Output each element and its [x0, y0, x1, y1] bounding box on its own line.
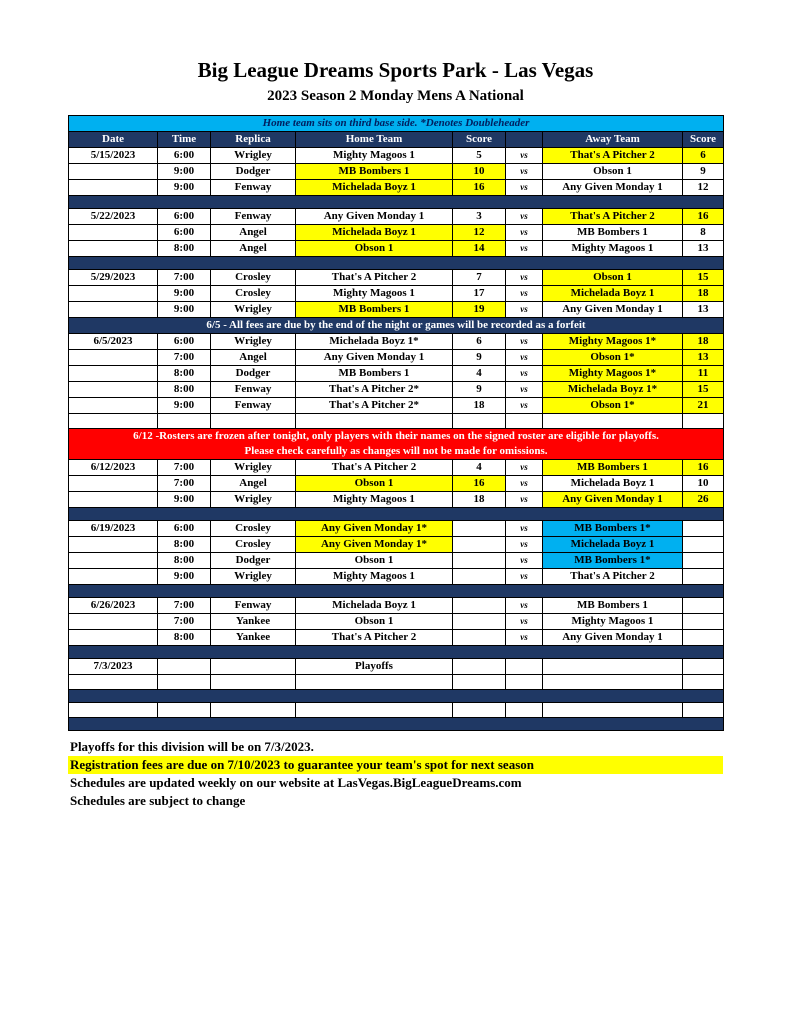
home-score-cell — [453, 537, 506, 553]
date-cell — [69, 164, 158, 180]
separator-row — [69, 257, 724, 270]
game-row — [69, 164, 724, 180]
date-cell — [69, 614, 158, 630]
vs-cell: vs — [506, 350, 543, 366]
date-cell — [69, 703, 158, 718]
game-row — [69, 630, 724, 646]
date-cell — [69, 286, 158, 302]
home-team-cell: MB Bombers 1 — [296, 366, 453, 382]
banner-row — [69, 318, 724, 334]
vs-cell: vs — [506, 148, 543, 164]
home-team-cell: Michelada Boyz 1* — [296, 334, 453, 350]
time-cell: 6:00 — [158, 521, 211, 537]
away-team-cell: That's A Pitcher 2 — [543, 148, 683, 164]
away-team-cell: Any Given Monday 1 — [543, 302, 683, 318]
home-team-cell: Mighty Magoos 1 — [296, 286, 453, 302]
away-team-cell: Michelada Boyz 1 — [543, 537, 683, 553]
home-team-cell: Mighty Magoos 1 — [296, 148, 453, 164]
game-row — [69, 521, 724, 537]
game-row — [69, 553, 724, 569]
vs-cell: vs — [506, 398, 543, 414]
home-team-cell: Michelada Boyz 1 — [296, 180, 453, 196]
home-score-cell — [453, 569, 506, 585]
date-cell — [69, 180, 158, 196]
replica-cell: Fenway — [211, 598, 296, 614]
home-team-cell: Mighty Magoos 1 — [296, 569, 453, 585]
footer-line: Schedules are updated weekly on our website at LasVegas.BigLeagueDreams.com — [70, 775, 522, 790]
away-team-cell: Mighty Magoos 1 — [543, 241, 683, 257]
time-cell: 6:00 — [158, 334, 211, 350]
away-team-cell: MB Bombers 1* — [543, 521, 683, 537]
column-header: Time — [158, 132, 211, 148]
time-cell: 7:00 — [158, 460, 211, 476]
time-cell: 8:00 — [158, 382, 211, 398]
home-score-cell: 16 — [453, 476, 506, 492]
banner-text: 6/5 - All fees are due by the end of the night or games will be recorded as a forfeit — [69, 318, 724, 334]
home-score-cell: 12 — [453, 225, 506, 241]
away-team-cell: MB Bombers 1* — [543, 553, 683, 569]
home-score-cell: 18 — [453, 492, 506, 508]
separator-bar — [69, 718, 724, 731]
home-score-cell: 17 — [453, 286, 506, 302]
separator-bar — [69, 646, 724, 659]
time-cell: 7:00 — [158, 350, 211, 366]
away-score-cell: 9 — [683, 164, 724, 180]
away-team-cell — [543, 703, 683, 718]
footer-line: Playoffs for this division will be on 7/3/2023. — [70, 739, 314, 754]
home-score-cell — [453, 614, 506, 630]
home-team-cell: Michelada Boyz 1 — [296, 225, 453, 241]
away-score-cell: 11 — [683, 366, 724, 382]
time-cell: 6:00 — [158, 225, 211, 241]
date-cell — [69, 302, 158, 318]
separator-bar — [69, 585, 724, 598]
home-team-cell: Any Given Monday 1 — [296, 350, 453, 366]
vs-cell: vs — [506, 286, 543, 302]
home-score-cell — [453, 521, 506, 537]
replica-cell: Wrigley — [211, 492, 296, 508]
home-team-cell: Obson 1 — [296, 614, 453, 630]
home-score-cell: 19 — [453, 302, 506, 318]
vs-cell — [506, 414, 543, 429]
game-row — [69, 569, 724, 585]
time-cell: 6:00 — [158, 209, 211, 225]
game-row — [69, 225, 724, 241]
home-team-cell: Playoffs — [296, 659, 453, 675]
vs-cell — [506, 659, 543, 675]
date-cell — [69, 414, 158, 429]
away-team-cell: MB Bombers 1 — [543, 460, 683, 476]
home-team-cell: Obson 1 — [296, 553, 453, 569]
home-team-cell — [296, 703, 453, 718]
page-subtitle: 2023 Season 2 Monday Mens A National — [267, 88, 524, 104]
date-cell — [69, 382, 158, 398]
replica-cell — [211, 659, 296, 675]
time-cell: 8:00 — [158, 537, 211, 553]
replica-cell — [211, 414, 296, 429]
home-team-cell: Mighty Magoos 1 — [296, 492, 453, 508]
vs-cell: vs — [506, 537, 543, 553]
vs-cell — [506, 703, 543, 718]
away-team-cell: That's A Pitcher 2 — [543, 569, 683, 585]
separator-row — [69, 585, 724, 598]
replica-cell: Yankee — [211, 630, 296, 646]
date-cell — [69, 241, 158, 257]
vs-cell — [506, 675, 543, 690]
separator-row — [69, 508, 724, 521]
home-score-cell: 7 — [453, 270, 506, 286]
column-header: Date — [69, 132, 158, 148]
vs-cell: vs — [506, 630, 543, 646]
vs-cell: vs — [506, 334, 543, 350]
away-score-cell: 10 — [683, 476, 724, 492]
vs-cell: vs — [506, 241, 543, 257]
schedule-table — [68, 115, 724, 731]
away-score-cell — [683, 630, 724, 646]
replica-cell: Crosley — [211, 286, 296, 302]
time-cell: 8:00 — [158, 553, 211, 569]
away-score-cell — [683, 703, 724, 718]
away-score-cell — [683, 598, 724, 614]
separator-bar — [69, 508, 724, 521]
away-team-cell: Obson 1 — [543, 270, 683, 286]
away-score-cell: 8 — [683, 225, 724, 241]
column-header: Replica — [211, 132, 296, 148]
vs-cell: vs — [506, 366, 543, 382]
away-team-cell — [543, 414, 683, 429]
home-score-cell — [453, 553, 506, 569]
replica-cell: Fenway — [211, 180, 296, 196]
column-header: Home Team — [296, 132, 453, 148]
game-row — [69, 598, 724, 614]
away-score-cell — [683, 659, 724, 675]
away-score-cell — [683, 569, 724, 585]
vs-cell: vs — [506, 460, 543, 476]
column-header: Score — [453, 132, 506, 148]
time-cell: 9:00 — [158, 286, 211, 302]
time-cell: 9:00 — [158, 492, 211, 508]
home-score-cell: 9 — [453, 382, 506, 398]
away-score-cell: 18 — [683, 286, 724, 302]
replica-cell: Fenway — [211, 398, 296, 414]
vs-cell: vs — [506, 614, 543, 630]
replica-cell — [211, 703, 296, 718]
away-score-cell: 13 — [683, 302, 724, 318]
home-team-cell: Michelada Boyz 1 — [296, 598, 453, 614]
home-team-cell: That's A Pitcher 2 — [296, 460, 453, 476]
home-team-cell — [296, 675, 453, 690]
game-row — [69, 302, 724, 318]
vs-cell: vs — [506, 476, 543, 492]
away-score-cell: 21 — [683, 398, 724, 414]
schedule-page — [68, 0, 723, 810]
home-score-cell: 5 — [453, 148, 506, 164]
notice-text: Home team sits on third base side. *Denotes Doubleheader — [69, 116, 724, 132]
replica-cell: Fenway — [211, 382, 296, 398]
game-row — [69, 460, 724, 476]
home-score-cell — [453, 675, 506, 690]
replica-cell: Angel — [211, 225, 296, 241]
home-score-cell — [453, 598, 506, 614]
date-cell: 6/19/2023 — [69, 521, 158, 537]
date-cell — [69, 492, 158, 508]
away-score-cell — [683, 553, 724, 569]
away-team-cell — [543, 659, 683, 675]
home-score-cell: 6 — [453, 334, 506, 350]
date-cell — [69, 537, 158, 553]
column-header: Away Team — [543, 132, 683, 148]
game-row — [69, 366, 724, 382]
separator-row — [69, 646, 724, 659]
separator-row — [69, 718, 724, 731]
separator-bar — [69, 257, 724, 270]
game-row — [69, 180, 724, 196]
replica-cell: Angel — [211, 476, 296, 492]
replica-cell: Wrigley — [211, 334, 296, 350]
vs-cell: vs — [506, 382, 543, 398]
away-score-cell — [683, 414, 724, 429]
home-score-cell — [453, 630, 506, 646]
vs-cell: vs — [506, 164, 543, 180]
home-team-cell: Any Given Monday 1* — [296, 537, 453, 553]
vs-cell: vs — [506, 270, 543, 286]
game-row — [69, 350, 724, 366]
time-cell: 8:00 — [158, 630, 211, 646]
away-score-cell: 26 — [683, 492, 724, 508]
home-team-cell: That's A Pitcher 2 — [296, 630, 453, 646]
home-team-cell: That's A Pitcher 2* — [296, 382, 453, 398]
home-team-cell: Any Given Monday 1 — [296, 209, 453, 225]
replica-cell: Wrigley — [211, 302, 296, 318]
date-cell: 5/15/2023 — [69, 148, 158, 164]
home-score-cell: 10 — [453, 164, 506, 180]
empty-row — [69, 703, 724, 718]
away-team-cell: Michelada Boyz 1 — [543, 476, 683, 492]
vs-cell: vs — [506, 492, 543, 508]
game-row — [69, 398, 724, 414]
home-team-cell: Any Given Monday 1* — [296, 521, 453, 537]
vs-cell: vs — [506, 225, 543, 241]
away-score-cell — [683, 675, 724, 690]
home-score-cell: 4 — [453, 460, 506, 476]
home-team-cell: MB Bombers 1 — [296, 302, 453, 318]
time-cell: 8:00 — [158, 366, 211, 382]
away-score-cell: 18 — [683, 334, 724, 350]
vs-cell: vs — [506, 180, 543, 196]
time-cell: 7:00 — [158, 270, 211, 286]
replica-cell: Wrigley — [211, 148, 296, 164]
game-row — [69, 476, 724, 492]
away-team-cell: MB Bombers 1 — [543, 225, 683, 241]
vs-cell: vs — [506, 521, 543, 537]
separator-row — [69, 196, 724, 209]
time-cell: 9:00 — [158, 180, 211, 196]
replica-cell: Angel — [211, 241, 296, 257]
away-score-cell: 6 — [683, 148, 724, 164]
separator-bar — [69, 196, 724, 209]
date-cell — [69, 569, 158, 585]
home-score-cell: 3 — [453, 209, 506, 225]
away-team-cell: Mighty Magoos 1 — [543, 614, 683, 630]
away-team-cell: Michelada Boyz 1 — [543, 286, 683, 302]
time-cell: 6:00 — [158, 148, 211, 164]
home-score-cell — [453, 414, 506, 429]
header-row — [69, 132, 724, 148]
home-score-cell: 16 — [453, 180, 506, 196]
game-row — [69, 270, 724, 286]
replica-cell: Wrigley — [211, 569, 296, 585]
home-score-cell: 18 — [453, 398, 506, 414]
home-team-cell: That's A Pitcher 2 — [296, 270, 453, 286]
replica-cell: Crosley — [211, 537, 296, 553]
away-team-cell: Mighty Magoos 1* — [543, 366, 683, 382]
banner-text: 6/12 -Rosters are frozen after tonight, only players with their names on the signed roster are eligible for playoffs. Please check carefully as changes will not be made for omissions. — [69, 429, 724, 460]
date-cell — [69, 398, 158, 414]
game-row — [69, 334, 724, 350]
replica-cell: Yankee — [211, 614, 296, 630]
footer-line: Schedules are subject to change — [70, 793, 246, 808]
replica-cell: Crosley — [211, 521, 296, 537]
separator-bar — [69, 690, 724, 703]
time-cell: 9:00 — [158, 302, 211, 318]
empty-row — [69, 675, 724, 690]
date-cell — [69, 630, 158, 646]
replica-cell: Crosley — [211, 270, 296, 286]
game-row — [69, 286, 724, 302]
game-row — [69, 659, 724, 675]
away-score-cell: 15 — [683, 270, 724, 286]
footer-line: Registration fees are due on 7/10/2023 to guarantee your team's spot for next season — [68, 756, 723, 774]
away-score-cell — [683, 521, 724, 537]
home-team-cell: MB Bombers 1 — [296, 164, 453, 180]
game-row — [69, 148, 724, 164]
date-cell: 5/22/2023 — [69, 209, 158, 225]
away-team-cell: Any Given Monday 1 — [543, 180, 683, 196]
footer-notes — [68, 738, 723, 810]
replica-cell: Angel — [211, 350, 296, 366]
away-team-cell: Obson 1* — [543, 350, 683, 366]
date-cell — [69, 553, 158, 569]
date-cell — [69, 225, 158, 241]
vs-cell: vs — [506, 302, 543, 318]
home-score-cell — [453, 659, 506, 675]
away-team-cell — [543, 675, 683, 690]
replica-cell: Dodger — [211, 164, 296, 180]
away-team-cell: MB Bombers 1 — [543, 598, 683, 614]
vs-cell: vs — [506, 598, 543, 614]
away-score-cell: 15 — [683, 382, 724, 398]
separator-row — [69, 690, 724, 703]
home-team-cell: That's A Pitcher 2* — [296, 398, 453, 414]
time-cell: 7:00 — [158, 614, 211, 630]
away-team-cell: Any Given Monday 1 — [543, 630, 683, 646]
home-score-cell: 4 — [453, 366, 506, 382]
time-cell: 7:00 — [158, 598, 211, 614]
date-cell — [69, 366, 158, 382]
home-team-cell: Obson 1 — [296, 241, 453, 257]
away-team-cell: Obson 1* — [543, 398, 683, 414]
away-score-cell: 13 — [683, 241, 724, 257]
away-score-cell — [683, 614, 724, 630]
vs-cell: vs — [506, 209, 543, 225]
game-row — [69, 209, 724, 225]
away-score-cell: 16 — [683, 460, 724, 476]
time-cell: 8:00 — [158, 241, 211, 257]
replica-cell: Dodger — [211, 366, 296, 382]
away-team-cell: Any Given Monday 1 — [543, 492, 683, 508]
game-row — [69, 537, 724, 553]
replica-cell — [211, 675, 296, 690]
time-cell: 9:00 — [158, 569, 211, 585]
game-row — [69, 382, 724, 398]
time-cell: 7:00 — [158, 476, 211, 492]
date-cell — [69, 476, 158, 492]
home-team-cell — [296, 414, 453, 429]
away-score-cell — [683, 537, 724, 553]
replica-cell: Fenway — [211, 209, 296, 225]
time-cell — [158, 703, 211, 718]
date-cell — [69, 675, 158, 690]
date-cell: 6/12/2023 — [69, 460, 158, 476]
date-cell: 7/3/2023 — [69, 659, 158, 675]
time-cell — [158, 414, 211, 429]
away-score-cell: 13 — [683, 350, 724, 366]
column-header — [506, 132, 543, 148]
home-score-cell: 14 — [453, 241, 506, 257]
game-row — [69, 492, 724, 508]
home-score-cell: 9 — [453, 350, 506, 366]
away-team-cell: That's A Pitcher 2 — [543, 209, 683, 225]
away-team-cell: Mighty Magoos 1* — [543, 334, 683, 350]
away-score-cell: 12 — [683, 180, 724, 196]
page-title: Big League Dreams Sports Park - Las Vegas — [197, 58, 594, 82]
replica-cell: Dodger — [211, 553, 296, 569]
date-cell — [69, 350, 158, 366]
date-cell: 5/29/2023 — [69, 270, 158, 286]
game-row — [69, 614, 724, 630]
time-cell: 9:00 — [158, 164, 211, 180]
away-score-cell: 16 — [683, 209, 724, 225]
empty-row — [69, 414, 724, 429]
away-team-cell: Michelada Boyz 1* — [543, 382, 683, 398]
banner-row — [69, 429, 724, 460]
date-cell: 6/26/2023 — [69, 598, 158, 614]
replica-cell: Wrigley — [211, 460, 296, 476]
column-header: Score — [683, 132, 724, 148]
time-cell — [158, 675, 211, 690]
home-score-cell — [453, 703, 506, 718]
vs-cell: vs — [506, 569, 543, 585]
away-team-cell: Obson 1 — [543, 164, 683, 180]
schedule-body — [69, 148, 724, 731]
home-team-cell: Obson 1 — [296, 476, 453, 492]
time-cell: 9:00 — [158, 398, 211, 414]
notice-row — [69, 116, 724, 132]
game-row — [69, 241, 724, 257]
time-cell — [158, 659, 211, 675]
date-cell: 6/5/2023 — [69, 334, 158, 350]
vs-cell: vs — [506, 553, 543, 569]
